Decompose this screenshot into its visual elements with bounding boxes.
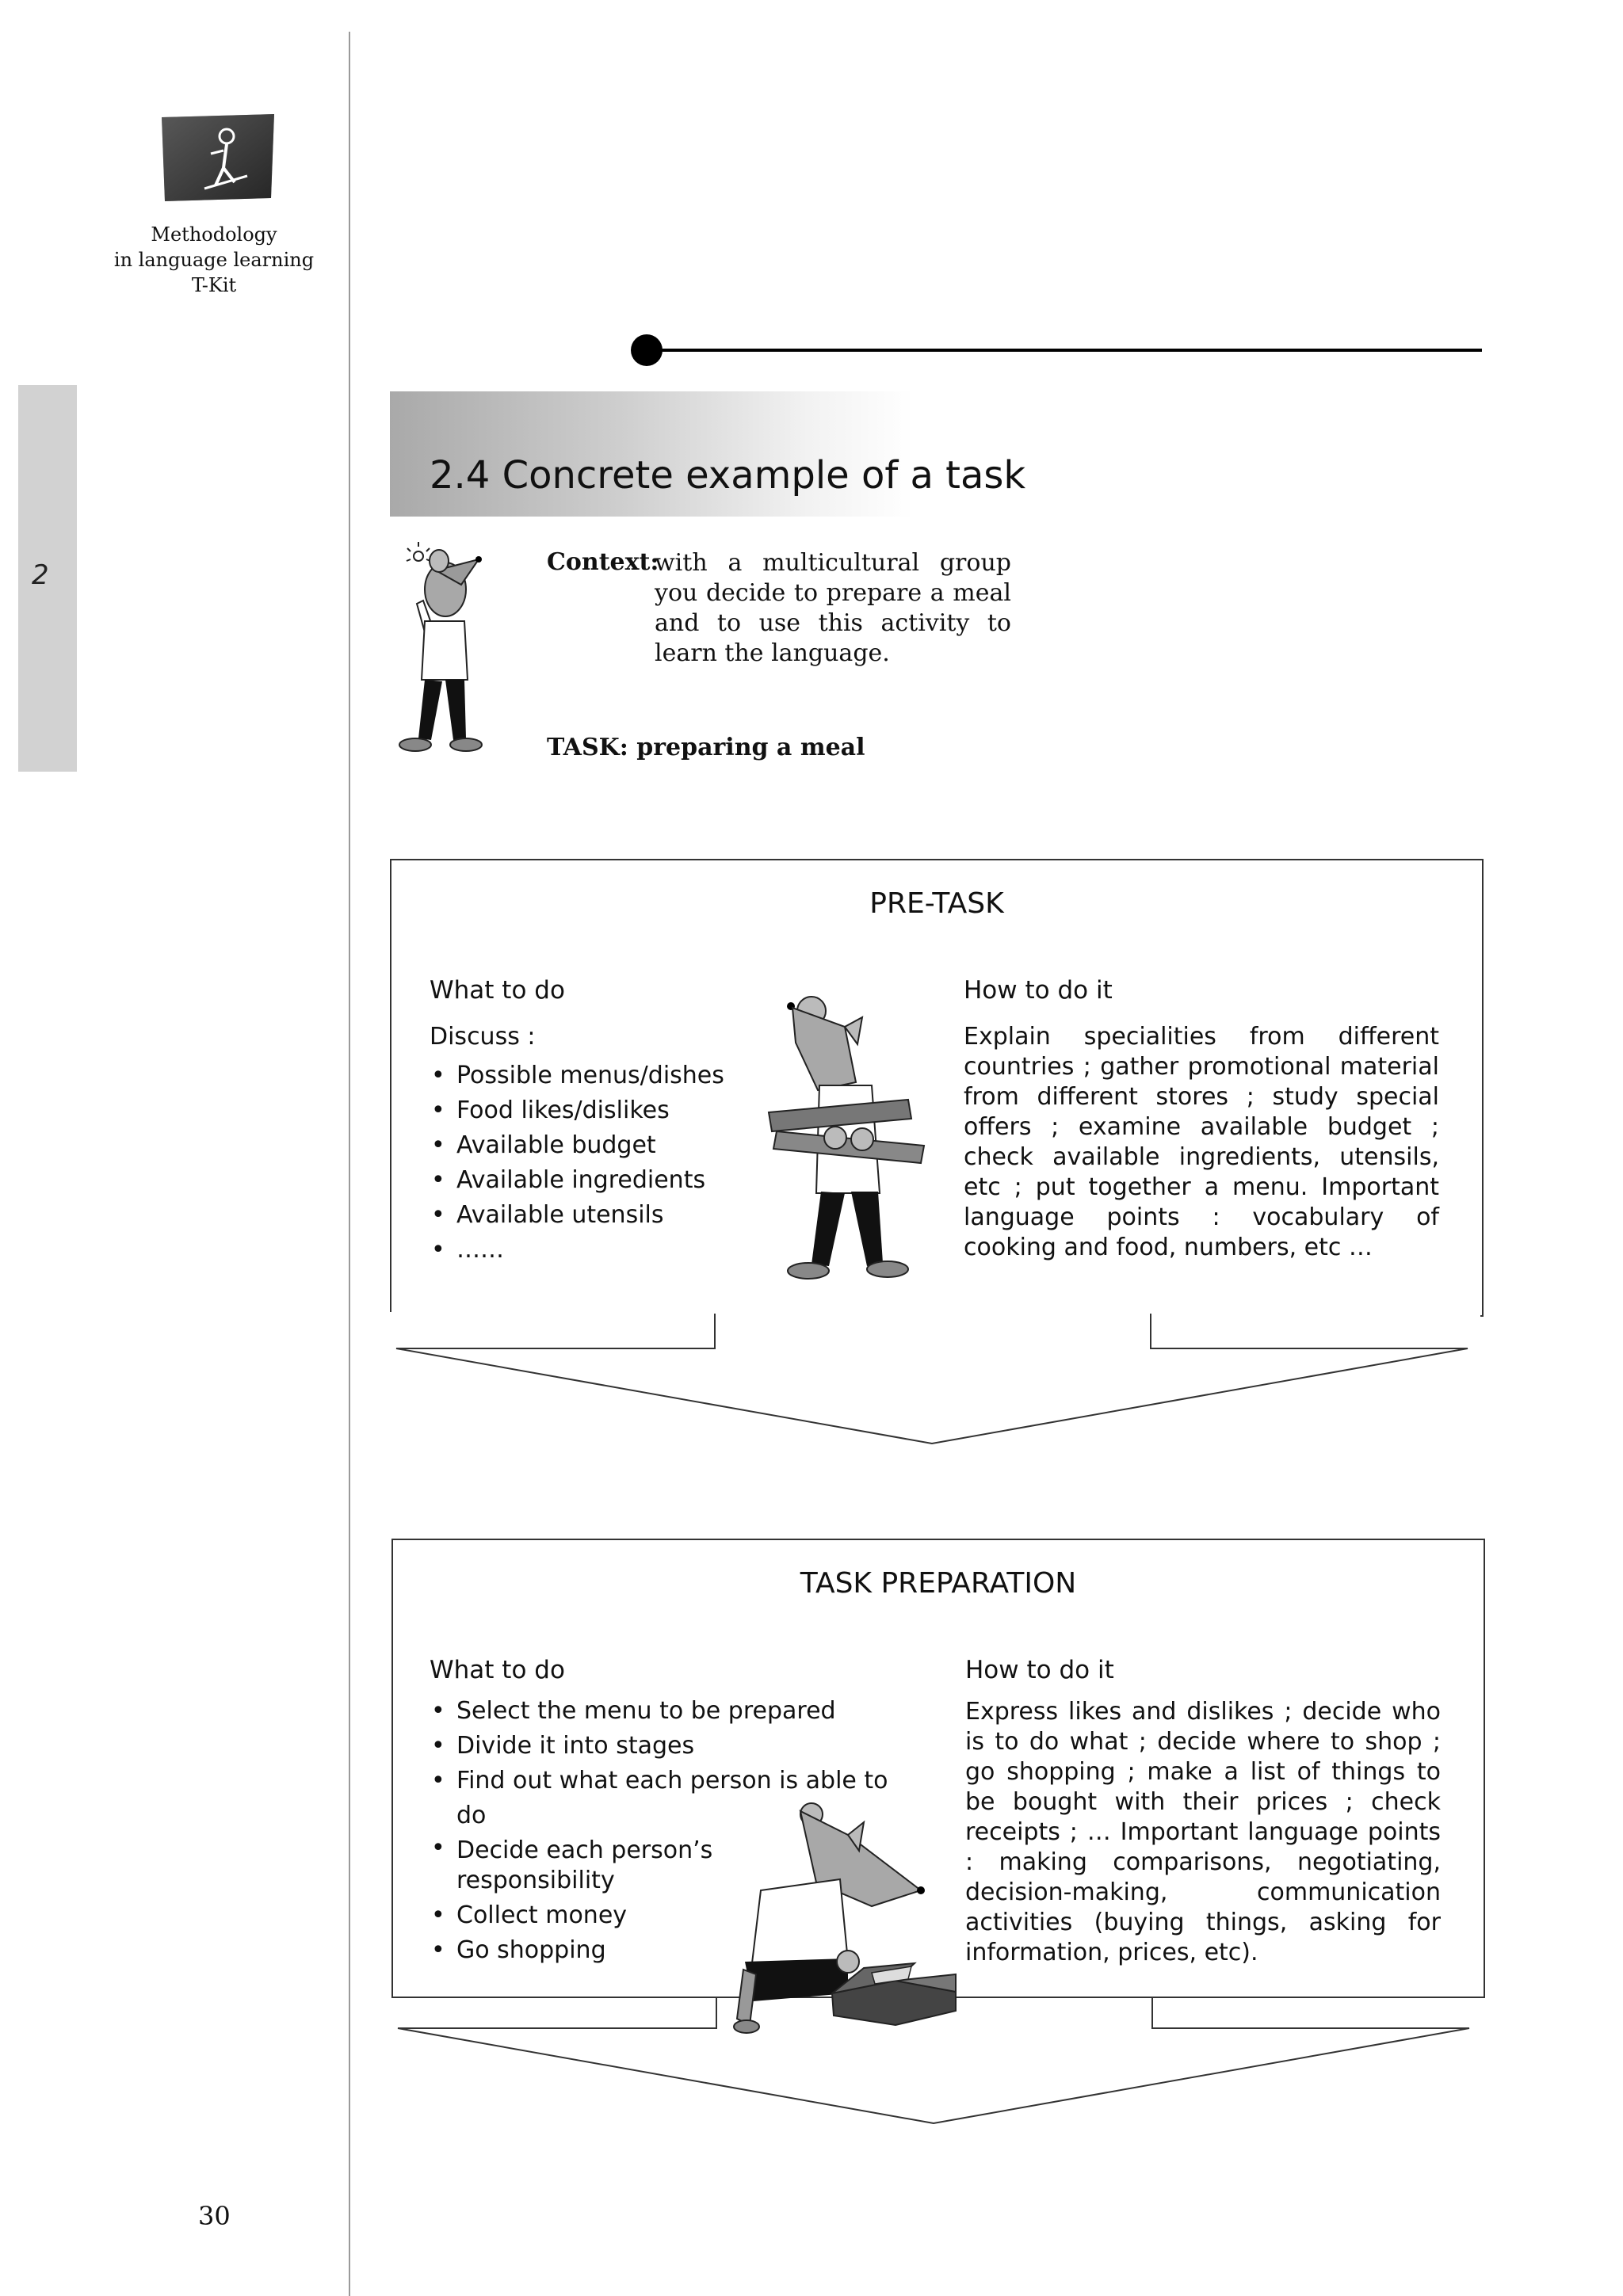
list-item: • Possible menus/dishes: [430, 1058, 762, 1093]
discuss-label: Discuss :: [430, 1023, 536, 1051]
task-label: TASK: preparing a meal: [547, 734, 865, 761]
header-rule: [650, 349, 1482, 352]
pre-task-how-heading: How to do it: [964, 976, 1113, 1005]
list-item: • Available budget: [430, 1128, 762, 1163]
t-kit-logo-icon: [158, 113, 277, 201]
list-item: • Divide it into stages: [430, 1729, 921, 1764]
pre-task-what-list: [430, 1058, 762, 1268]
series-line: in language learning: [113, 249, 315, 271]
down-arrow-1-icon: [390, 1312, 1480, 1444]
mouse-idea-illustration: [388, 545, 491, 759]
list-item: • Decide each person’s responsibility: [430, 1833, 726, 1898]
task-preparation-what-heading: What to do: [430, 1656, 565, 1684]
page-number: 30: [198, 2201, 231, 2231]
series-line: T-Kit: [191, 274, 237, 296]
context-label: Context:: [547, 548, 659, 576]
series-title: [95, 222, 333, 298]
chapter-number: 2: [32, 559, 49, 591]
task-preparation-title: TASK PREPARATION: [800, 1567, 1077, 1600]
pre-task-title: PRE-TASK: [869, 887, 1004, 920]
mouse-kneeling-box-illustration: [729, 1803, 967, 2035]
list-item: • Select the menu to be prepared: [430, 1694, 921, 1729]
margin-divider: [349, 32, 350, 2296]
list-item: • Food likes/dislikes: [430, 1093, 762, 1128]
mouse-carrying-planks-illustration: [769, 995, 935, 1287]
list-item: • Collect money: [430, 1898, 921, 1933]
pre-task-how-text: Explain specialities from different countries ; gather promotional material from different stores ; study special offers ; examine available budget ; check available ingredients, utensils, etc ; put together a menu. Important language points : vocabulary of cooking and food, numbers, etc …: [964, 1023, 1439, 1261]
section-title: 2.4 Concrete example of a task: [430, 453, 1026, 498]
list-item: • Find out what each person is able to do: [430, 1764, 921, 1833]
header-dot: [631, 334, 663, 366]
list-item: • ……: [430, 1233, 762, 1268]
context-text: with a multicultural group you decide to prepare a meal and to use this activity to learn the language.: [655, 549, 1011, 667]
list-item: • Available ingredients: [430, 1163, 762, 1198]
task-preparation-how-text: Express likes and dislikes ; decide who is to do what ; decide where to shop ; go shopping ; make a list of things to be bought with their prices ; check receipts ; … Important language points : making comparisons, negotiating, decision-making, communication activities (buying things, asking for information, prices, etc).: [965, 1698, 1441, 1966]
series-line: Methodology: [151, 223, 277, 246]
pre-task-box: [390, 859, 1484, 1317]
list-item: • Go shopping: [430, 1933, 921, 1968]
pre-task-what-heading: What to do: [430, 976, 565, 1005]
task-preparation-how-heading: How to do it: [965, 1656, 1114, 1684]
list-item: • Available utensils: [430, 1198, 762, 1233]
